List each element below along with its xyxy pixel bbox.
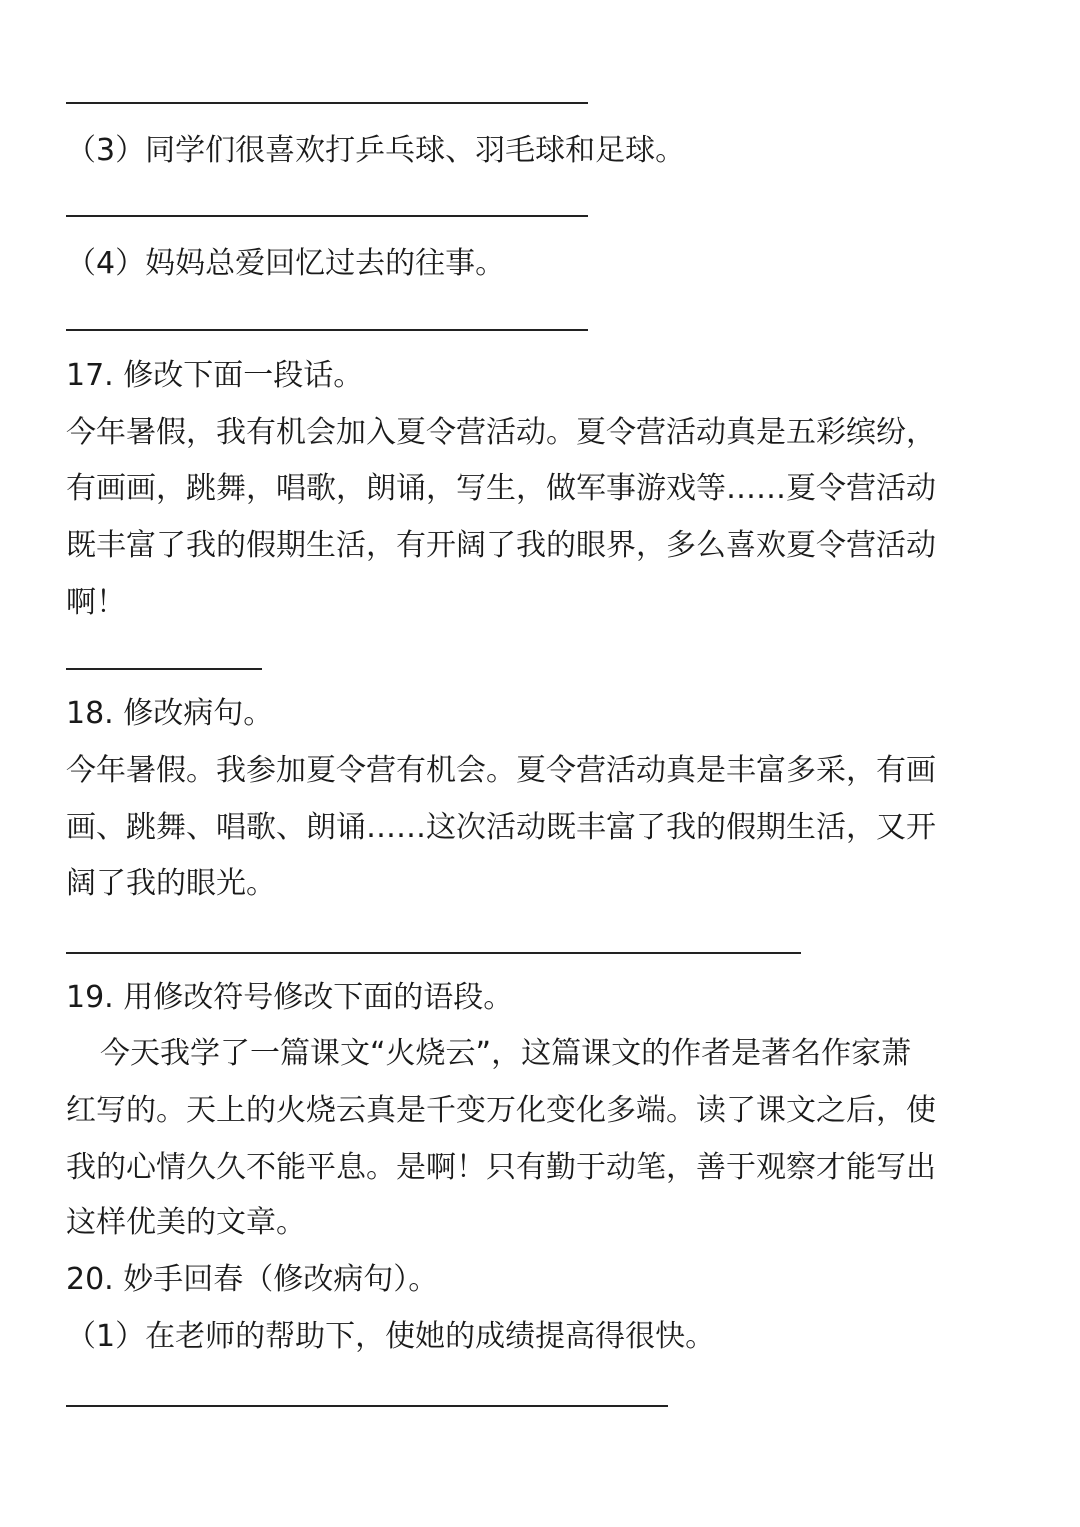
q19-line-2: 红写的。天上的火烧云真是千变万化变化多端。读了课文之后，使 [66,1093,936,1128]
q17-line-2: 有画画，跳舞，唱歌，朗诵，写生，做军事游戏等……夏令营活动 [66,471,936,506]
answer-line-q16-4 [66,329,588,331]
q18-line-2: 画、跳舞、唱歌、朗诵……这次活动既丰富了我的假期生活，又开 [66,810,936,845]
q19-title: 19. 用修改符号修改下面的语段。 [66,980,514,1015]
q19-line-3: 我的心情久久不能平息。是啊！只有勤于动笔，善于观察才能写出 [66,1150,936,1185]
q16-4-text: （4）妈妈总爱回忆过去的往事。 [66,246,506,281]
q18-line-3: 阔了我的眼光。 [66,866,276,901]
answer-line-q17 [66,668,262,670]
q18-title: 18. 修改病句。 [66,696,274,731]
q16-3-text: （3）同学们很喜欢打乒乓球、羽毛球和足球。 [66,133,686,168]
answer-line-q16-3 [66,215,588,217]
answer-line-top [66,102,588,104]
answer-line-q20-1 [66,1405,668,1407]
q18-line-1: 今年暑假。我参加夏令营有机会。夏令营活动真是丰富多采，有画 [66,753,936,788]
q19-line-1: 今天我学了一篇课文“火烧云”，这篇课文的作者是著名作家萧 [100,1036,912,1071]
q20-1-text: （1）在老师的帮助下，使她的成绩提高得很快。 [66,1319,716,1354]
q17-line-4: 啊！ [66,585,126,620]
q20-title: 20. 妙手回春（修改病句）。 [66,1262,439,1297]
q17-line-3: 既丰富了我的假期生活，有开阔了我的眼界，多么喜欢夏令营活动 [66,528,936,563]
q17-title: 17. 修改下面一段话。 [66,358,364,393]
answer-line-q18 [66,952,801,954]
q17-line-1: 今年暑假，我有机会加入夏令营活动。夏令营活动真是五彩缤纷， [66,415,936,450]
q19-line-4: 这样优美的文章。 [66,1205,306,1240]
